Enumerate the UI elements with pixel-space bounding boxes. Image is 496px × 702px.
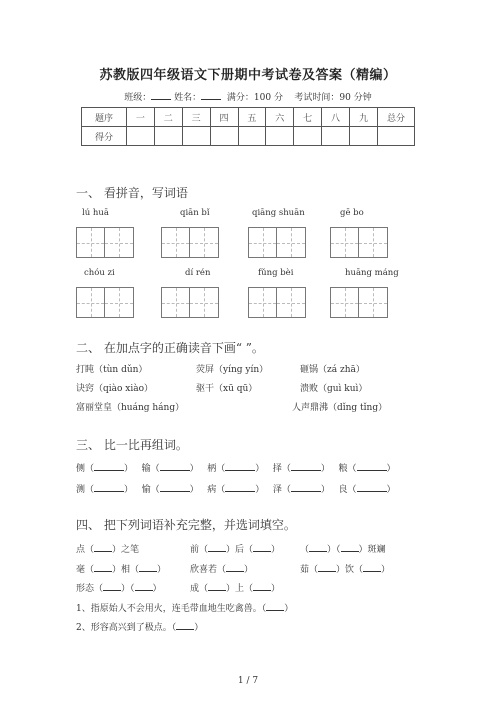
writing-cell[interactable]	[162, 228, 190, 257]
score-cell: 八	[322, 108, 350, 127]
word-compare-row	[76, 461, 396, 474]
class-blank	[151, 91, 171, 100]
exam-info	[0, 90, 496, 103]
score-cell: 一	[127, 108, 155, 127]
idiom-text: ）斑斓	[358, 545, 386, 555]
score-input-cell[interactable]	[154, 127, 182, 146]
page-number: 1 / 7	[237, 676, 259, 686]
writing-cell[interactable]	[359, 228, 387, 257]
score-input-cell[interactable]	[322, 127, 350, 146]
answer-blank[interactable]	[318, 563, 336, 572]
score-input-cell[interactable]	[182, 127, 210, 146]
pinyin: chóu zi	[84, 268, 115, 278]
answer-blank[interactable]	[309, 543, 327, 552]
answer-blank[interactable]	[208, 582, 226, 591]
char-label: 柄（	[207, 464, 226, 474]
char-label: 病（	[207, 485, 226, 495]
answer-blank[interactable]	[139, 563, 157, 572]
answer-blank[interactable]	[103, 582, 121, 591]
answer-blank[interactable]	[94, 462, 124, 471]
score-cell: 二	[154, 108, 182, 127]
writing-cell[interactable]	[77, 288, 105, 317]
paren: ）	[255, 485, 265, 495]
score-input-cell[interactable]	[378, 127, 415, 146]
idiom-text: 欣喜若（	[190, 565, 227, 575]
writing-cell[interactable]	[331, 288, 359, 317]
char-label: 侧（	[76, 464, 95, 474]
idiom-fill	[300, 542, 386, 555]
char-label: 输（	[141, 464, 160, 474]
answer-blank[interactable]	[176, 621, 194, 630]
paren: ）	[386, 485, 396, 495]
char-label: 测（	[76, 485, 95, 495]
reading-choice: 富丽堂皇（huáng háng）	[76, 403, 185, 413]
idiom-text: 茹（	[300, 565, 319, 575]
idiom-text: 形态（	[76, 584, 104, 594]
idiom-text: ）	[157, 565, 167, 575]
score-input-cell[interactable]	[210, 127, 238, 146]
idiom-text: 点（	[76, 545, 95, 555]
char-label: 粮（	[338, 464, 357, 474]
writing-cell[interactable]	[249, 288, 277, 317]
answer-blank[interactable]	[357, 483, 387, 492]
char-label: 泽（	[272, 485, 291, 495]
char-label: 良（	[338, 485, 357, 495]
paren: ）	[189, 485, 199, 495]
writing-cell[interactable]	[249, 228, 277, 257]
answer-blank[interactable]	[357, 462, 387, 471]
pinyin: fǔng bèi	[258, 268, 294, 278]
score-label: 满分：100 分	[226, 93, 283, 103]
word-compare-row	[76, 482, 396, 495]
score-cell: 五	[238, 108, 266, 127]
answer-blank[interactable]	[94, 543, 112, 552]
pinyin: dí rén	[185, 268, 211, 278]
score-input-cell[interactable]	[238, 127, 266, 146]
score-table	[81, 107, 415, 146]
pinyin: lú huā	[82, 208, 109, 218]
answer-blank[interactable]	[160, 483, 190, 492]
paren: ）	[255, 464, 265, 474]
idiom-text: ）	[271, 545, 281, 555]
score-input-cell[interactable]	[294, 127, 322, 146]
idiom-fill	[190, 581, 280, 594]
score-cell: 四	[210, 108, 238, 127]
idiom-fill	[76, 562, 166, 575]
idiom-fill	[76, 542, 139, 555]
score-row-label: 得分	[82, 127, 127, 146]
answer-blank[interactable]	[291, 483, 321, 492]
answer-blank[interactable]	[208, 543, 226, 552]
answer-blank[interactable]	[253, 582, 271, 591]
section-2-heading: 二、 在加点字的正确读音下画“ ”。	[76, 341, 264, 355]
name-label: 姓名：	[174, 93, 202, 103]
reading-choice: 驱干（xū qū）	[196, 384, 258, 394]
reading-choice: 诀窍（qiào xiào）	[76, 384, 154, 394]
char-label: 择（	[272, 464, 291, 474]
idiom-text: 前（	[190, 545, 209, 555]
idiom-text: ）	[244, 565, 254, 575]
paren: ）	[124, 485, 134, 495]
answer-blank[interactable]	[226, 563, 244, 572]
paren: ）	[386, 464, 396, 474]
question-2	[76, 620, 203, 633]
question-text: ）	[194, 623, 204, 633]
question-text: 1、指原始人不会用火，连毛带血地生吃禽兽。（	[76, 604, 267, 614]
question-1	[76, 601, 293, 614]
writing-cell[interactable]	[162, 288, 190, 317]
pinyin: qiān bǐ	[180, 208, 210, 218]
idiom-fill	[76, 581, 162, 594]
score-input-cell[interactable]	[266, 127, 294, 146]
section-4-heading: 四、 把下列词语补充完整，并选词填空。	[76, 518, 296, 532]
idiom-text: 毫（	[76, 565, 95, 575]
score-table-header-row	[82, 108, 415, 127]
idiom-text: 成（	[190, 584, 209, 594]
idiom-text: ）之笔	[112, 545, 140, 555]
reading-choice: 人声鼎沸（dǐng tǐng）	[292, 403, 388, 413]
writing-cell[interactable]	[77, 228, 105, 257]
answer-blank[interactable]	[225, 483, 255, 492]
writing-cell[interactable]	[105, 288, 133, 317]
idiom-text: ）	[152, 584, 162, 594]
time-label: 考试时间：90 分钟	[294, 93, 372, 103]
score-cell: 九	[350, 108, 378, 127]
pinyin: gē bo	[340, 208, 364, 218]
answer-blank[interactable]	[94, 563, 112, 572]
answer-blank[interactable]	[225, 462, 255, 471]
score-table-score-row	[82, 127, 415, 146]
answer-blank[interactable]	[253, 543, 271, 552]
reading-choice: 砸锅（zá zhā）	[300, 365, 365, 375]
idiom-text: ）相（	[112, 565, 140, 575]
paren: ）	[124, 464, 134, 474]
question-text: 2、形容高兴到了极点。（	[76, 623, 177, 633]
pinyin: qiāng shuān	[252, 208, 305, 218]
reading-choice: 溃败（guì kuì）	[300, 384, 368, 394]
idiom-text: ）（	[327, 545, 341, 555]
answer-blank[interactable]	[160, 462, 190, 471]
idiom-text: ）	[271, 584, 281, 594]
answer-blank[interactable]	[291, 462, 321, 471]
writing-cell[interactable]	[331, 228, 359, 257]
writing-cell[interactable]	[105, 228, 133, 257]
answer-blank[interactable]	[94, 483, 124, 492]
answer-blank[interactable]	[266, 602, 284, 611]
idiom-fill	[300, 562, 390, 575]
char-label: 愉（	[141, 485, 160, 495]
paren: ）	[320, 485, 330, 495]
paren: ）	[189, 464, 199, 474]
idiom-text: ）（	[121, 584, 135, 594]
score-cell: 七	[294, 108, 322, 127]
writing-cell[interactable]	[277, 228, 305, 257]
idiom-text: ）后（	[226, 545, 254, 555]
paren: ）	[320, 464, 330, 474]
answer-blank[interactable]	[363, 563, 381, 572]
writing-cell[interactable]	[190, 288, 218, 317]
name-blank	[201, 91, 221, 100]
question-text: ）	[284, 604, 294, 614]
score-cell: 三	[182, 108, 210, 127]
writing-cell[interactable]	[277, 288, 305, 317]
idiom-text: ）饮（	[336, 565, 364, 575]
idiom-text: ）上（	[226, 584, 254, 594]
reading-choice: 打盹（tùn dǔn）	[76, 365, 148, 375]
idiom-fill	[190, 562, 253, 575]
page-title: 苏教版四年级语文下册期中考试卷及答案（精编）	[99, 68, 397, 83]
class-label: 班级：	[124, 93, 152, 103]
pinyin: huāng máng	[345, 268, 399, 278]
answer-blank[interactable]	[341, 543, 359, 552]
writing-cell[interactable]	[359, 288, 387, 317]
idiom-text: （	[300, 545, 310, 555]
idiom-fill	[190, 542, 280, 555]
score-input-cell[interactable]	[350, 127, 378, 146]
score-cell: 题序	[82, 108, 127, 127]
reading-choice: 荧屏（yíng yín）	[196, 365, 269, 375]
answer-blank[interactable]	[135, 582, 153, 591]
section-3-heading: 三、 比一比再组词。	[76, 438, 188, 452]
idiom-text: ）	[381, 565, 391, 575]
score-cell: 总分	[378, 108, 415, 127]
score-cell: 六	[266, 108, 294, 127]
score-input-cell[interactable]	[127, 127, 155, 146]
section-1-heading: 一、 看拼音，写词语	[76, 186, 188, 200]
writing-cell[interactable]	[190, 228, 218, 257]
